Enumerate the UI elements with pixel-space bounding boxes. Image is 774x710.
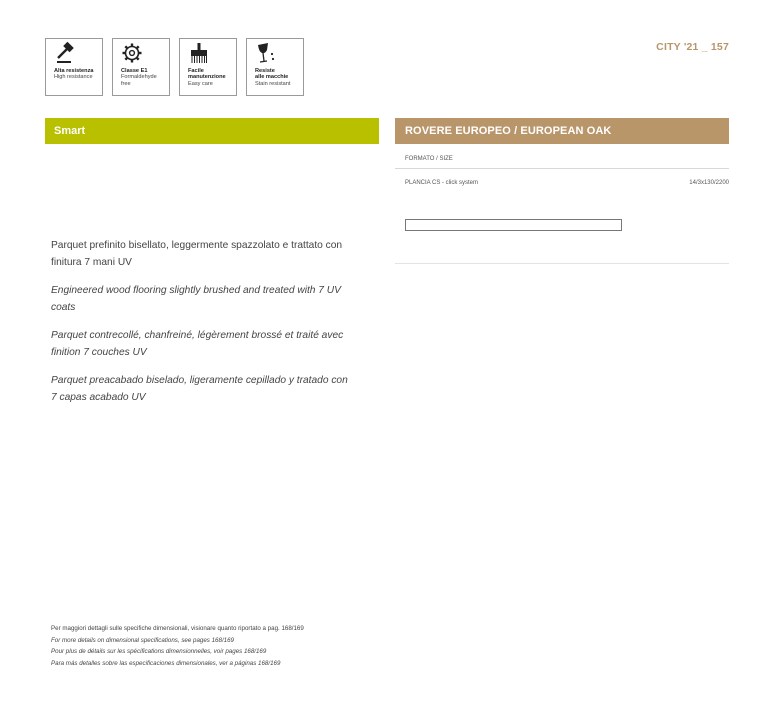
size-row	[395, 173, 729, 193]
size-name: PLANCIA CS - click system	[405, 180, 479, 186]
hammer-icon	[54, 41, 76, 65]
wood-bar: ROVERE EUROPEO / EUROPEAN OAK	[395, 118, 729, 144]
size-header: FORMATO / SIZE	[395, 149, 729, 169]
size-dims: 14/3x130/2200	[689, 180, 729, 186]
footnote-fr: Pour plus de détails sur les spécifications dimensionnelles, voir pages 168/169	[51, 648, 267, 655]
description-fr: Parquet contrecollé, chanfreiné, légèrement brossé et traité avec finition 7 couches UV	[51, 330, 344, 358]
footnote-it: Per maggiori dettagli sulle specifiche dimensionali, visionare quanto riportato a pag. 168/169	[51, 625, 304, 632]
brush-icon	[188, 41, 210, 65]
divider	[395, 263, 729, 264]
description-en: Engineered wood flooring slightly brushed and treated with 7 UV coats	[51, 285, 341, 313]
collection-bar: Smart	[45, 118, 379, 144]
footnote-es: Para más detalles sobre las especificaciones dimensionales, ver a páginas 168/169	[51, 659, 281, 667]
feature-e1: Classe E1 Formaldehyde free	[112, 38, 170, 96]
footnote	[51, 623, 451, 669]
description-es: Parquet preacabado biselado, ligeramente cepillado y tratado con 7 capas acabado UV	[51, 375, 348, 403]
wine-glass-icon	[255, 41, 277, 65]
gear-icon	[121, 41, 143, 65]
feature-high-resistance: Alta resistenza High resistance	[45, 38, 103, 96]
description-it: Parquet prefinito bisellato, leggermente spazzolato e trattato con finitura 7 mani UV	[51, 240, 343, 268]
description	[51, 238, 351, 418]
footnote-en: For more details on dimensional specifications, see pages 168/169	[51, 636, 234, 644]
feature-icons	[45, 38, 304, 96]
feature-easy-care: Facile manutenzione Easy care	[179, 38, 237, 96]
page-number: CITY '21 _ 157	[656, 41, 729, 53]
swatch-box	[405, 219, 622, 231]
feature-stain-resistant: Resiste alle macchie Stain resistant	[246, 38, 304, 96]
